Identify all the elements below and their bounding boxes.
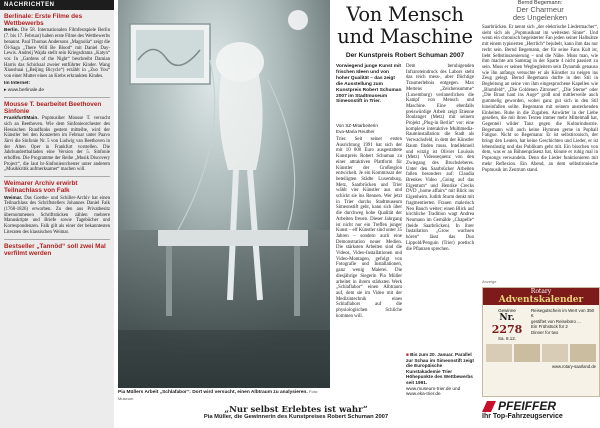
ad-logos	[483, 344, 599, 362]
news-headline[interactable]: Berlinale: Erste Filme des Wettbewerbs	[4, 13, 83, 28]
info-bullet-icon: ■	[406, 352, 411, 357]
article-title	[336, 4, 474, 48]
news-headline[interactable]: Mousse T. bearbeitet Beethoven Sinfonie	[4, 100, 102, 115]
pfeiffer-logo-row	[480, 397, 600, 413]
ad-prize-line: Reisegutschein im Wert von 350 €	[531, 308, 595, 319]
news-place: Frankfurt/Main.	[4, 116, 39, 122]
news-link-label: Im Internet:	[4, 80, 31, 86]
news-header: NACHRICHTEN	[0, 0, 114, 10]
news-body: Popmusiker Mousse T. versucht sich an Beethoven. Wie dem Sinfonieorchester des Hessischen Rundfunks gestern mitteilte, wird der Künstler bei den Konzerten im Februar unter Paavo Järvi die Sinfonie Nr. 5 von Ludwig van Beethoven in der Alten Oper in Frankfurt vorstellen. Die Jahrhundertballaden eine Version der 5. Sinfonie erhoffen. Die Programme der Reihe „Musik Discovery Project“, die laut hr-Sinfonieorchester unter anderem „Musikkritik aufmerksamer“ machen will.	[4, 116, 110, 173]
review-text: Saarbrücken. Er nennt sich „der elektrische Liedermacher“, sieht sich als „Popmusikant im weitesten Sinne“. Und wenn ein chronisch begeisterter Fan jeden seiner Halbsätze mit einem typisierten „Herrlich“ bejubelt, kann ihm das nur recht sein. Bernd Begemann, der für seine Fans Kult ist, liebt Selbstinszenierung – und die Nähe. Muss man, wie ihm machte am Samstag in der Sparte 4 nicht passiert zu sein. Muss er seinen Wegbegleitern sein Dynamik genauso wie ihn anfangs versuchte er als Künstler zu neigen ins Zeug gelegt. Bernd Begemann durfte in den Stil in Begleitung an seine von ihm eingesprochene Kapellen wie „Blumfeld“, „Die Goldenen Zitronen“, „Die Sterne“ oder „Die Braut haut ins Auge“ groß und mittlerweile auch gummelig geworden, wobei ganz gut sich in den Stil hineinfallen sollte. Begemann mit seinem ansteckenden Einheiten. Ruhe in die Zugaben. Anwärter in der Liebe gesellen, die mit ihren Texten immer mehr Mittelmaß hat, Gegenteil wilder Tanz gegen die Kulturindustrie. Begemann will auch keine Hymnen gerne in Popball Fatigue. Nicht so Begemann: Er ist selbstironisch, der bringt den Leuten, hat keine Geschichten und Lieder, er ist lebenslustig und das Publikum geht mit. Ein bisschen von dem, was er an Bühnenpräsenz hat, könnte er ruhig mal in Popsongs verwandeln. Denn die Lieder funktionieren mit mehr Reflexion. Ein Abend, an dem selbstironische Popmusik im Zentrum stand.	[482, 25, 598, 173]
news-headline[interactable]: Bestseller „Tannöd“ soll zwei Mal verfilmt werden	[4, 242, 106, 257]
ad-prize-line: gestiftet von Reisebüro ...	[531, 318, 581, 324]
pfeiffer-tagline: Ihr Top-Fahrzeugservice	[482, 413, 563, 420]
news-text	[0, 116, 114, 173]
photo-credit: Foto: Museum	[118, 389, 319, 401]
ad-prize-line: Ein Frühstück für 2	[531, 324, 568, 330]
review-head: Bernd Begemann:	[517, 0, 563, 6]
pfeiffer-name: PFEIFFER	[498, 399, 557, 413]
review-title: Der Charmeur	[516, 5, 564, 14]
ad-number-box	[486, 308, 528, 341]
caption-text: Pia Müllers Arbeit „Schlafabor“: Dort wird versucht, einen Albtraum zu analysieren.	[118, 390, 308, 395]
exhibition-info	[406, 352, 474, 397]
ad-prize-line: Dinner for two	[531, 329, 559, 335]
info-text	[406, 352, 474, 386]
bottom-subhead: Pia Müller, die Gewinnerin des Kunstpreises Robert Schuman 2007	[203, 414, 389, 420]
pfeiffer-ad[interactable]	[480, 397, 600, 428]
article-column-1: Trier. Seit seiner ersten Ausrichtung 1991 hat sich der mit 10 000 Euro ausgestattete Kunstpreis Robert Schuman zu einer attraktiven Plattform für Künstler der Großregion entwickelt. Je ein Kommissar der beteiligten Städte Luxemburg, Metz, Saarbrücken und Trier wählt vier Künstler aus und schickt sie ins Rennen. Wer jetzt in Trier durchs Stadtmuseum Simeonstift geht, kann sich über die durchweg hohe Qualität der Arbeiten freuen. Dieser Jahrgang ist nicht nur ein Treffen junger Kunst – elf Künstler sind unter 35 Jahren – sondern auch eine Demonstration neuer Medien. Die stärksten Arbeiten sind die Videos, Video-Installationen und Video-Montagen, gefolgt von Fotografie und Installationen, ganz wenig Malerei. Die diesjährige Siegerin Pia Müller arbeitet in ihrem stärksten Werk „Schlaflabor“ einen Albtraum auf, dem sie im Video mit der Medizintechnik eines Schlaflabors auf die physiologischen Schliche kommen will.	[336, 137, 402, 319]
ad-body	[483, 305, 599, 344]
ad-footer[interactable]: www.rotary-saarland.de	[552, 364, 596, 369]
sponsor-logo	[542, 344, 568, 362]
news-text	[0, 196, 114, 236]
news-text	[0, 28, 114, 79]
article-column-2: Dem beruhigenden Infraroteindruck des Labors steht das reich mess-, aber flüchtige Traumerlebnis entgegen. Max Mertens „Zeichensumme“ (Luxemburg) verinnerlichen die Kampf von Mensch und Maschine. Eine ebenfalls preiswürdige Arbeit zeigt Etienne Boulanger (Metz) mit seinem Projekt „Plug-in Berlin“ vor: eine komplexe interaktive Multimedia-Rauminstallation: die Stadt als Verwachsfeld, in dem der Künstler Raum finden muss. Intellektuell und witzig ist Olivier Louissis (Metz) Videosequenz von den Zwiegang des Bruchsleberes. Unter den Saarbrücker Arbeiten fallen besonders auf: Claudia Brenkes Video „Going auf das Eigentum“ und Henrike Crecks DVD „home affairs“ mit Blick ins Eigenheim. Judith Sturm denkt mit fragmentierten Frauen malerisch Neo Bauch weiter; einen Blick auf kirchliche Tradition wagt Andrea Neumann im Gemälde „Chapelle“ (beide Saarbrücken). In ihrer Installation „Grow wachsen hören“ lässt das Duo Lippold/Penguin (Trier) poetisch die Pflanzen sprechen.	[406, 64, 474, 252]
byline-author: Eva-Maria Reuther	[336, 128, 375, 134]
news-link-url[interactable]: www.berlinale.de	[7, 87, 45, 93]
ad-prizes	[528, 308, 596, 341]
ad-number-label: Nr.	[499, 313, 515, 323]
article-byline	[336, 123, 402, 134]
ad-prize-label: Gewinne	[498, 308, 516, 313]
ad-header	[483, 288, 599, 305]
title-line: Von Mensch	[346, 3, 464, 26]
news-link[interactable]: ▸ www.berlinale.de	[4, 87, 45, 93]
article-intro: Vorwiegend junge Kunst mit frischen Ideen und von hoher Qualität – das zeigt die Ausstellung zum Kunstpreis Robert Schuman 2007 im Stadtmuseum Simeonstift in Trier.	[336, 64, 402, 105]
ad-label: Anzeige	[482, 279, 497, 284]
news-body: Die 58. Internationalen Filmfestspiele Berlin (7. bis 17. Februar) haben erste Filme des Wettbewerbs benannt. Paul Thomas Andersons „Magnolia“ zeigt die Öl-Saga „There Will Be Blood“ mit Daniel Day-Lewis. Andreij Wajda stellt sein Kriegsdrama „Katyn“ vor. In „Gardens of the Night“ beschreibt Damian Harris das Schicksal zweier entführter Kinder. Wang Xiaoshuai („Beijing Bicycle“) erzählt in „Zuo You“ von einer Mutter eines an Krebs erkrankten Kindes.	[4, 28, 110, 80]
ad-club: Rotary	[530, 288, 552, 295]
news-headline[interactable]: Weimarer Archiv erwirbt Teilnachlass von Falk	[4, 180, 78, 195]
article-subtitle: Der Kunstpreis Robert Schuman 2007	[345, 52, 465, 59]
info-links[interactable]: www.museum-trier.de und www.eka-trier.de	[406, 385, 461, 397]
news-sidebar	[0, 0, 114, 428]
title-line: und Maschine	[337, 25, 473, 48]
pfeiffer-logo-icon	[482, 401, 496, 412]
photo-caption	[118, 389, 330, 402]
news-place: Berlin.	[4, 28, 19, 34]
ad-title: Adventskalender	[498, 295, 584, 305]
news-link-row	[0, 80, 114, 87]
review-sidebar	[480, 0, 600, 428]
sponsor-logo	[486, 344, 512, 362]
news-place: Weimar.	[4, 195, 23, 201]
review-subtitle: des Ungelenken	[512, 13, 568, 22]
sponsor-logo	[570, 344, 596, 362]
news-body: Das Goethe- und Schiller-Archiv hat einen Teilnachlass des Schriftstellers Johannes Daniel Falk (1768-1826) erworben. Zu den aus Privatbesitz übernommenen Schriftstücken zählen mehrere Manuskripte und Briefe sowie Tagebücher und Korrespondenzen. Falk gilt als einer der bekanntesten Literaten des klassischen Weimar.	[4, 195, 110, 235]
info-dates: Bis zum 20. Januar. Parallel zur Schau im Simeonstift zeigt die Europäische Kunstakademie Trier Höhepunkte des Wettbewerbs seit 1991.	[406, 352, 474, 385]
rotary-ad[interactable]	[482, 287, 600, 397]
ad-day: Sa. 8.12.	[497, 336, 516, 341]
sleep-lab-image	[118, 0, 330, 388]
article-photo	[118, 0, 330, 388]
bottom-headline: „Nur selbst Erlebtes ist wahr“	[224, 405, 368, 415]
byline-label: Von SZ-Mitarbeiterin	[336, 123, 378, 128]
sponsor-logo	[514, 344, 540, 362]
ad-number: 2278	[491, 323, 523, 336]
